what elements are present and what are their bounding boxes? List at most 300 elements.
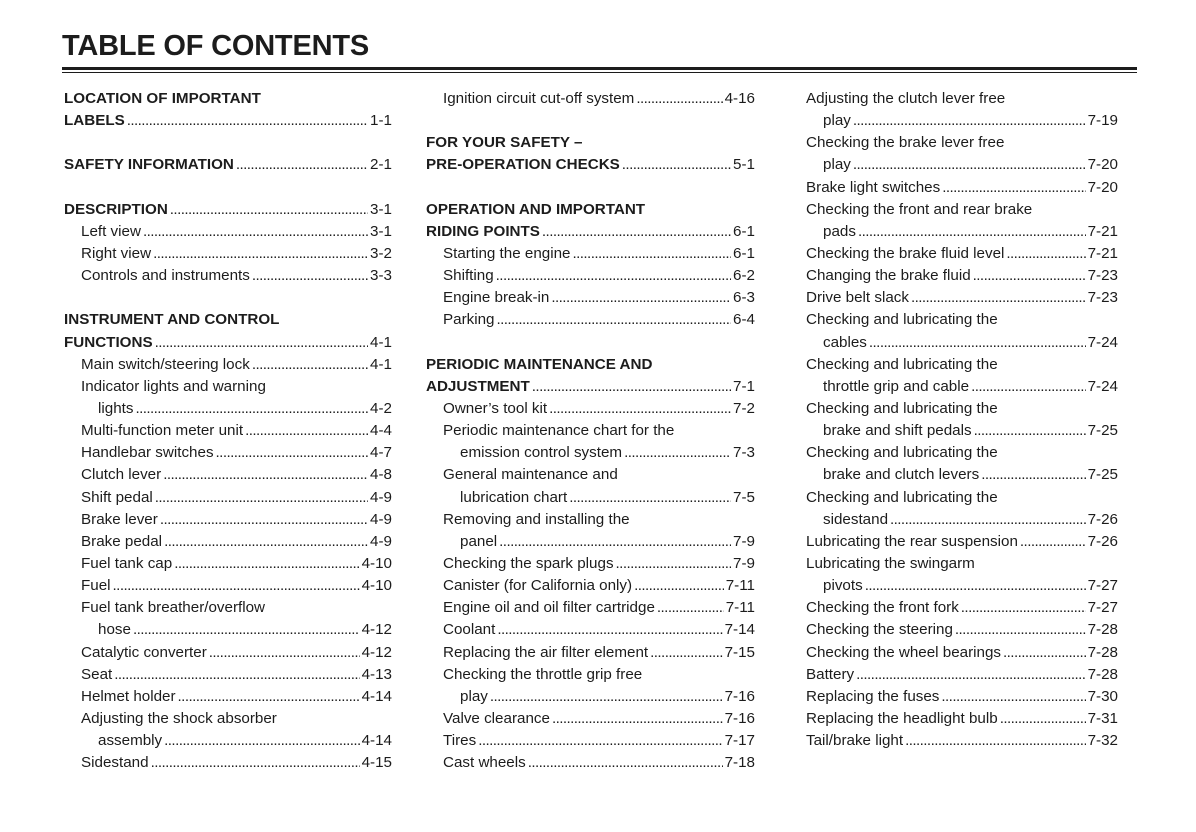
title-rule — [62, 67, 1137, 70]
toc-page-number: 7-14 — [724, 621, 755, 639]
toc-entry-title: Controls and instruments — [81, 267, 250, 285]
toc-page-number: 6-1 — [733, 244, 755, 262]
toc-dot-leader — [113, 575, 360, 597]
toc-page-number: 3-3 — [370, 267, 392, 285]
toc-entry-title: Shifting — [443, 267, 494, 285]
toc-dot-leader — [532, 376, 731, 398]
toc-entry-title: Checking and lubricating the — [806, 399, 998, 417]
toc-entry-title: brake and clutch levers — [823, 466, 980, 484]
toc-entry — [806, 442, 1118, 464]
toc-page-number: 7-19 — [1087, 112, 1118, 130]
toc-spacer — [64, 132, 392, 154]
toc-entry — [64, 553, 392, 575]
toc-dot-leader — [961, 597, 1086, 619]
toc-entry-title: Lubricating the swingarm — [806, 554, 975, 572]
toc-dot-leader — [209, 642, 360, 664]
toc-section-heading — [426, 199, 755, 221]
toc-section-heading — [64, 88, 392, 110]
toc-entry — [806, 221, 1118, 243]
toc-entry — [426, 309, 755, 331]
toc-entry — [64, 597, 392, 619]
toc-section-heading — [64, 154, 392, 176]
toc-entry — [426, 664, 755, 686]
toc-dot-leader — [636, 88, 722, 110]
toc-entry-title: Checking the throttle grip free — [443, 665, 643, 683]
toc-dot-leader — [153, 243, 368, 265]
toc-dot-leader — [542, 221, 731, 243]
toc-dot-leader — [1020, 531, 1086, 553]
toc-dot-leader — [1003, 642, 1086, 664]
toc-entry-title: Checking the brake lever free — [806, 134, 1005, 152]
toc-entry-title: Helmet holder — [81, 687, 176, 705]
toc-dot-leader — [973, 265, 1086, 287]
toc-dot-leader — [634, 575, 724, 597]
toc-entry — [806, 132, 1118, 154]
toc-entry-title: LABELS — [64, 112, 125, 130]
toc-entry — [806, 265, 1118, 287]
toc-entry-title: Checking the spark plugs — [443, 554, 614, 572]
toc-entry — [426, 265, 755, 287]
toc-page-number: 7-24 — [1087, 333, 1118, 351]
toc-entry — [806, 243, 1118, 265]
toc-dot-leader — [170, 199, 368, 221]
toc-entry — [64, 243, 392, 265]
toc-page-number: 5-1 — [733, 156, 755, 174]
toc-dot-leader — [865, 575, 1086, 597]
toc-page-number: 7-16 — [724, 687, 755, 705]
toc-page-number: 7-26 — [1087, 510, 1118, 528]
toc-entry — [806, 309, 1118, 331]
toc-entry — [806, 708, 1118, 730]
toc-page-number: 4-12 — [361, 643, 392, 661]
toc-entry-title: Tires — [443, 732, 477, 750]
toc-entry-title: Brake light switches — [806, 178, 941, 196]
toc-page-number: 4-8 — [370, 466, 392, 484]
toc-dot-leader — [496, 265, 731, 287]
toc-entry — [426, 553, 755, 575]
toc-entry — [426, 487, 755, 509]
toc-page-number: 7-9 — [733, 554, 755, 572]
toc-page-number: 7-2 — [733, 399, 755, 417]
toc-entry-title: play — [823, 156, 851, 174]
toc-entry — [806, 199, 1118, 221]
toc-entry — [426, 708, 755, 730]
toc-dot-leader — [163, 464, 368, 486]
toc-page-number: 3-1 — [370, 222, 392, 240]
toc-entry-title: Parking — [443, 311, 495, 329]
toc-entry — [64, 708, 392, 730]
toc-entry — [806, 487, 1118, 509]
toc-page-number: 7-27 — [1087, 599, 1118, 617]
toc-page-number: 4-14 — [361, 732, 392, 750]
toc-page-number: 4-16 — [724, 90, 755, 107]
toc-dot-leader — [858, 221, 1086, 243]
toc-entry — [64, 531, 392, 553]
toc-page-number: 7-3 — [733, 444, 755, 462]
toc-dot-leader — [650, 642, 722, 664]
toc-dot-leader — [549, 398, 731, 420]
toc-dot-leader — [497, 309, 732, 331]
toc-entry — [64, 575, 392, 597]
toc-entry-title: Shift pedal — [81, 488, 153, 506]
toc-page-number: 7-28 — [1087, 643, 1118, 661]
toc-page-number: 7-5 — [733, 488, 755, 506]
toc-dot-leader — [573, 243, 732, 265]
toc-dot-leader — [942, 177, 1085, 199]
toc-entry — [806, 553, 1118, 575]
toc-entry — [64, 464, 392, 486]
toc-entry-title: ADJUSTMENT — [426, 377, 530, 395]
toc-dot-leader — [164, 531, 368, 553]
toc-entry-title: Tail/brake light — [806, 732, 904, 750]
toc-entry — [426, 442, 755, 464]
toc-entry-title: pads — [823, 222, 856, 240]
page-title: TABLE OF CONTENTS — [62, 30, 369, 62]
toc-entry-title: play — [460, 687, 488, 705]
toc-dot-leader — [174, 553, 359, 575]
toc-dot-leader — [160, 509, 368, 531]
toc-entry-title: play — [823, 112, 851, 130]
toc-page-number: 7-20 — [1087, 178, 1118, 196]
toc-dot-leader — [236, 154, 368, 176]
toc-dot-leader — [974, 420, 1086, 442]
toc-entry — [806, 509, 1118, 531]
toc-entry-title: hose — [98, 621, 131, 639]
toc-entry — [806, 287, 1118, 309]
toc-dot-leader — [911, 287, 1086, 309]
toc-page-number: 4-9 — [370, 510, 392, 528]
toc-section-heading — [426, 354, 755, 376]
title-rule-thin — [62, 72, 1137, 73]
toc-dot-leader — [869, 332, 1086, 354]
toc-entry — [64, 664, 392, 686]
toc-dot-leader — [151, 752, 360, 774]
toc-page-number: 7-11 — [725, 599, 755, 617]
toc-section-heading — [426, 376, 755, 398]
toc-entry — [426, 619, 755, 641]
toc-entry-title: lights — [98, 399, 134, 417]
toc-entry — [64, 730, 392, 752]
toc-entry-title: Clutch lever — [81, 466, 162, 484]
toc-entry-title: Left view — [81, 222, 141, 240]
toc-entry-title: Checking and lubricating the — [806, 355, 998, 373]
toc-entry — [426, 243, 755, 265]
toc-dot-leader — [252, 265, 368, 287]
toc-entry — [64, 686, 392, 708]
toc-dot-leader — [490, 686, 723, 708]
toc-entry-title: Engine oil and oil filter cartridge — [443, 599, 655, 617]
toc-column-1 — [64, 88, 392, 774]
toc-entry — [806, 398, 1118, 420]
toc-page-number: 6-2 — [733, 267, 755, 285]
toc-entry — [64, 376, 392, 398]
toc-entry-title: FUNCTIONS — [64, 333, 153, 351]
toc-dot-leader — [616, 553, 732, 575]
toc-entry-title: Checking the brake fluid level — [806, 244, 1005, 262]
toc-dot-leader — [499, 531, 731, 553]
toc-dot-leader — [143, 221, 368, 243]
toc-entry-title: Main switch/steering lock — [81, 355, 250, 373]
toc-entry-title: Engine break-in — [443, 289, 550, 307]
toc-page-number: 4-7 — [370, 444, 392, 462]
toc-page-number: 4-13 — [361, 665, 392, 683]
toc-entry — [64, 642, 392, 664]
toc-page-number: 1-1 — [370, 112, 392, 130]
toc-dot-leader — [133, 619, 360, 641]
toc-page-number: 3-2 — [370, 244, 392, 262]
toc-entry — [806, 531, 1118, 553]
toc-section-heading — [64, 110, 392, 132]
toc-page-number: 7-26 — [1087, 532, 1118, 550]
toc-entry — [426, 642, 755, 664]
toc-page-number: 7-1 — [733, 377, 755, 395]
toc-section-heading — [64, 309, 392, 331]
toc-entry-title: Handlebar switches — [81, 444, 214, 462]
toc-page-number: 4-1 — [370, 355, 392, 373]
toc-page-number: 4-10 — [361, 577, 392, 595]
toc-dot-leader — [216, 442, 369, 464]
toc-page-number: 4-4 — [370, 422, 392, 440]
toc-page-number: 7-24 — [1087, 377, 1118, 395]
toc-entry-title: Replacing the fuses — [806, 687, 940, 705]
toc-entry-title: Checking and lubricating the — [806, 488, 998, 506]
toc-entry — [806, 420, 1118, 442]
toc-entry — [426, 730, 755, 752]
toc-entry-title: INSTRUMENT AND CONTROL — [64, 311, 280, 329]
toc-entry-title: Catalytic converter — [81, 643, 207, 661]
toc-entry-title: Replacing the air filter element — [443, 643, 649, 661]
toc-entry — [806, 332, 1118, 354]
toc-entry — [64, 752, 392, 774]
toc-entry-title: Drive belt slack — [806, 289, 909, 307]
toc-dot-leader — [1000, 708, 1086, 730]
toc-entry-title: cables — [823, 333, 867, 351]
toc-entry — [426, 575, 755, 597]
toc-entry-title: Starting the engine — [443, 244, 571, 262]
toc-column-2 — [426, 88, 755, 774]
toc-page-number: 7-23 — [1087, 267, 1118, 285]
toc-spacer — [64, 287, 392, 309]
toc-page-number: 7-28 — [1087, 665, 1118, 683]
toc-entry — [806, 177, 1118, 199]
toc-dot-leader — [478, 730, 722, 752]
toc-entry — [64, 619, 392, 641]
toc-entry-title: brake and shift pedals — [823, 422, 972, 440]
toc-entry-title: Valve clearance — [443, 709, 550, 727]
toc-section-heading — [64, 199, 392, 221]
toc-page-number: 4-9 — [370, 532, 392, 550]
toc-entry — [426, 420, 755, 442]
toc-dot-leader — [905, 730, 1086, 752]
toc-entry-title: DESCRIPTION — [64, 200, 168, 218]
toc-dot-leader — [551, 287, 731, 309]
toc-page-number: 7-30 — [1087, 687, 1118, 705]
toc-entry-title: Sidestand — [81, 754, 149, 772]
toc-dot-leader — [955, 619, 1086, 641]
toc-page-number: 7-21 — [1087, 244, 1118, 262]
toc-dot-leader — [624, 442, 731, 464]
toc-entry — [806, 730, 1118, 752]
toc-entry — [806, 88, 1118, 110]
toc-dot-leader — [552, 708, 723, 730]
toc-entry-title: Brake pedal — [81, 532, 163, 550]
toc-page-number: 7-16 — [724, 709, 755, 727]
toc-page-number: 4-10 — [361, 554, 392, 572]
toc-entry-title: lubrication chart — [460, 488, 568, 506]
toc-spacer — [426, 332, 755, 354]
toc-entry — [426, 686, 755, 708]
toc-entry-title: RIDING POINTS — [426, 222, 540, 240]
toc-entry-title: FOR YOUR SAFETY – — [426, 134, 583, 152]
toc-entry-title: Indicator lights and warning — [81, 377, 266, 395]
toc-entry-title: Seat — [81, 665, 113, 683]
toc-page-number: 7-27 — [1087, 577, 1118, 595]
toc-entry-title: Battery — [806, 665, 855, 683]
toc-entry-title: Adjusting the shock absorber — [81, 709, 277, 727]
toc-dot-leader — [127, 110, 368, 132]
toc-dot-leader — [971, 376, 1086, 398]
toc-entry — [806, 575, 1118, 597]
toc-entry — [64, 221, 392, 243]
toc-dot-leader — [622, 154, 731, 176]
toc-entry — [806, 664, 1118, 686]
toc-entry — [806, 686, 1118, 708]
toc-dot-leader — [941, 686, 1085, 708]
toc-entry-title: General maintenance and — [443, 466, 618, 484]
toc-spacer — [426, 110, 755, 132]
toc-entry-title: Checking and lubricating the — [806, 444, 998, 462]
toc-page-number: 7-15 — [724, 643, 755, 661]
toc-entry-title: Checking the front fork — [806, 599, 959, 617]
toc-dot-leader — [981, 464, 1085, 486]
toc-page-number: 4-2 — [370, 399, 392, 417]
toc-dot-leader — [497, 619, 722, 641]
toc-entry — [64, 265, 392, 287]
toc-entry-title: assembly — [98, 732, 163, 750]
toc-entry — [64, 420, 392, 442]
toc-page-number: 6-3 — [733, 289, 755, 307]
toc-entry-title: Ignition circuit cut-off system — [443, 90, 635, 107]
toc-entry — [806, 154, 1118, 176]
toc-entry-title: Periodic maintenance chart for the — [443, 422, 675, 440]
toc-page-number: 6-4 — [733, 311, 755, 329]
toc-entry-title: pivots — [823, 577, 863, 595]
toc-page-number: 7-31 — [1087, 709, 1118, 727]
toc-section-heading — [426, 154, 755, 176]
toc-entry — [64, 354, 392, 376]
toc-spacer — [64, 177, 392, 199]
toc-dot-leader — [853, 154, 1086, 176]
toc-dot-leader — [245, 420, 368, 442]
toc-dot-leader — [890, 509, 1086, 531]
toc-dot-leader — [856, 664, 1085, 686]
toc-page-number: 7-28 — [1087, 621, 1118, 639]
toc-entry — [806, 619, 1118, 641]
toc-entry — [806, 642, 1118, 664]
toc-section-heading — [426, 132, 755, 154]
toc-entry-title: Fuel — [81, 577, 111, 595]
toc-dot-leader — [569, 487, 731, 509]
toc-entry-title: Checking the wheel bearings — [806, 643, 1002, 661]
toc-entry-title: Replacing the headlight bulb — [806, 709, 998, 727]
toc-dot-leader — [135, 398, 368, 420]
toc-entry-title: panel — [460, 532, 498, 550]
toc-entry-title: Fuel tank cap — [81, 554, 173, 572]
toc-dot-leader — [657, 597, 724, 619]
toc-entry-title: LOCATION OF IMPORTANT — [64, 90, 261, 107]
toc-dot-leader — [114, 664, 359, 686]
toc-page-number: 7-20 — [1087, 156, 1118, 174]
toc-entry — [426, 464, 755, 486]
toc-entry-title: Brake lever — [81, 510, 158, 528]
toc-entry — [426, 531, 755, 553]
toc-entry — [806, 376, 1118, 398]
toc-entry — [806, 464, 1118, 486]
toc-entry-title: Changing the brake fluid — [806, 267, 971, 285]
toc-dot-leader — [853, 110, 1086, 132]
toc-entry-title: Lubricating the rear suspension — [806, 532, 1018, 550]
toc-page-number: 7-25 — [1087, 422, 1118, 440]
toc-entry-title: Checking and lubricating the — [806, 311, 998, 329]
toc-entry — [806, 354, 1118, 376]
toc-section-heading — [64, 332, 392, 354]
toc-entry — [426, 398, 755, 420]
toc-entry-title: Removing and installing the — [443, 510, 630, 528]
toc-spacer — [426, 177, 755, 199]
toc-page-number: 2-1 — [370, 156, 392, 174]
toc-entry-title: Cast wheels — [443, 754, 526, 772]
toc-entry — [426, 597, 755, 619]
toc-entry — [806, 597, 1118, 619]
toc-entry-title: Coolant — [443, 621, 496, 639]
toc-entry-title: Canister (for California only) — [443, 577, 633, 595]
toc-entry-title: PRE-OPERATION CHECKS — [426, 156, 620, 174]
toc-entry-title: throttle grip and cable — [823, 377, 970, 395]
toc-page-number: 7-9 — [733, 532, 755, 550]
toc-entry-title: PERIODIC MAINTENANCE AND — [426, 355, 653, 373]
toc-page-number: 7-23 — [1087, 289, 1118, 307]
toc-entry — [426, 509, 755, 531]
toc-dot-leader — [252, 354, 368, 376]
toc-entry-title: SAFETY INFORMATION — [64, 156, 234, 174]
toc-entry — [64, 442, 392, 464]
toc-entry-title: Checking the front and rear brake — [806, 200, 1033, 218]
toc-entry-title: Multi-function meter unit — [81, 422, 244, 440]
toc-page-number: 7-18 — [724, 754, 755, 772]
toc-entry — [426, 287, 755, 309]
toc-section-heading — [426, 221, 755, 243]
toc-page-number: 7-17 — [724, 732, 755, 750]
toc-entry-title: OPERATION AND IMPORTANT — [426, 200, 646, 218]
toc-entry-title: Adjusting the clutch lever free — [806, 90, 1006, 107]
toc-entry — [426, 88, 755, 110]
toc-page-number: 4-14 — [361, 687, 392, 705]
toc-page-number: 6-1 — [733, 222, 755, 240]
toc-page-number: 7-21 — [1087, 222, 1118, 240]
toc-entry — [64, 398, 392, 420]
toc-dot-leader — [164, 730, 359, 752]
toc-entry-title: emission control system — [460, 444, 623, 462]
toc-page-number: 7-25 — [1087, 466, 1118, 484]
toc-entry — [806, 110, 1118, 132]
toc-page-number: 7-11 — [725, 577, 755, 595]
toc-entry — [426, 752, 755, 774]
toc-page-number: 4-9 — [370, 488, 392, 506]
toc-entry-title: Right view — [81, 244, 152, 262]
toc-page-number: 4-1 — [370, 333, 392, 351]
toc-page-number: 4-15 — [361, 754, 392, 772]
toc-entry — [64, 509, 392, 531]
